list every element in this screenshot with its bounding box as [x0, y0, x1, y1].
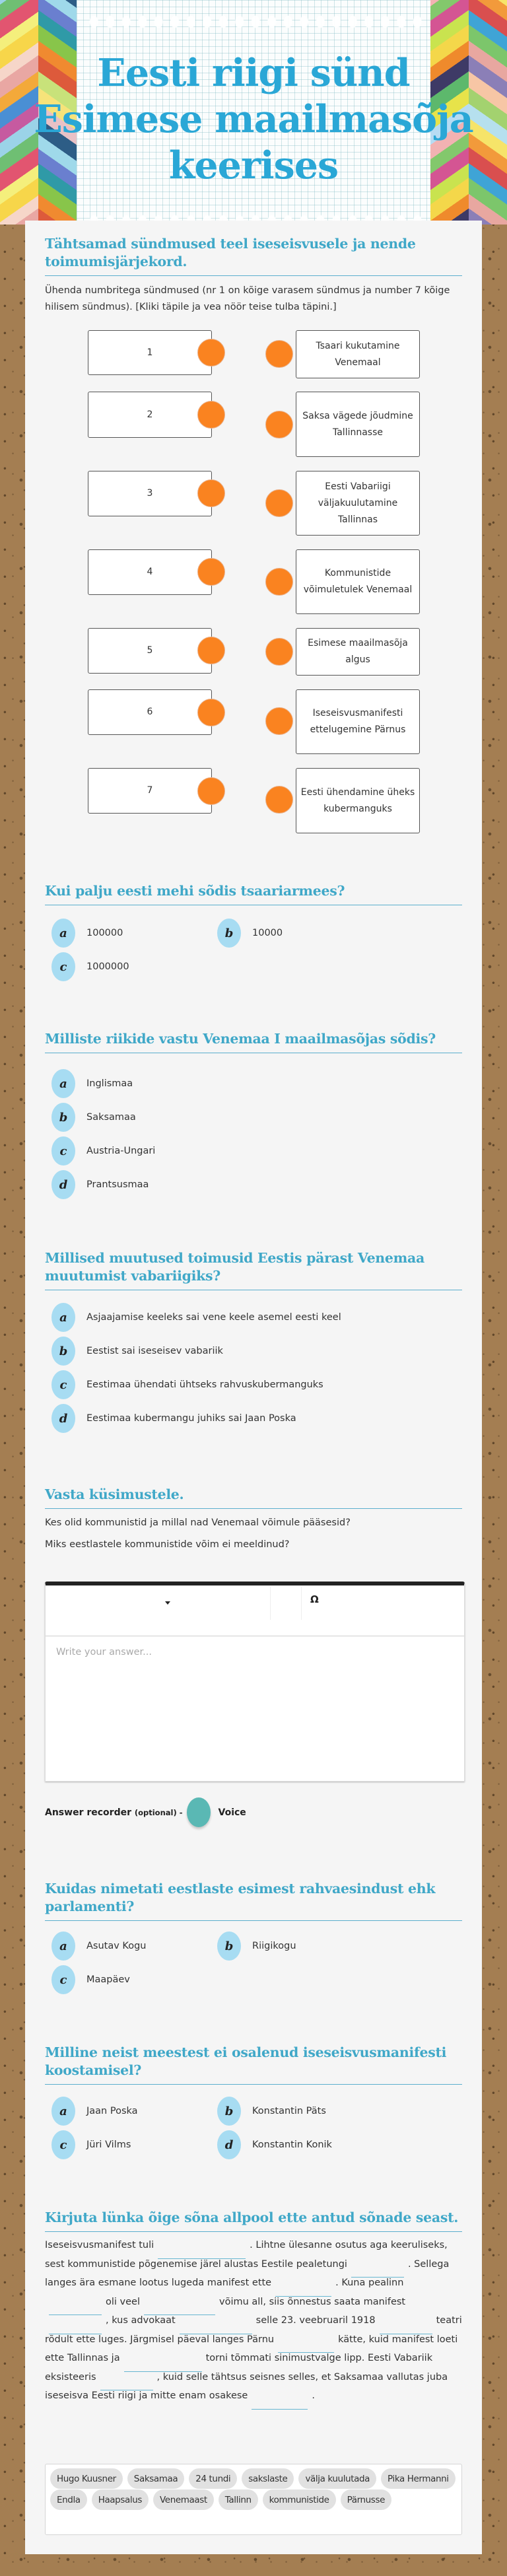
- question-title: Milliste riikide vastu Venemaa I maailmasõjas sõdis?: [45, 1030, 462, 1053]
- option-a[interactable]: [45, 1069, 133, 1098]
- match-left-dot[interactable]: [197, 479, 225, 507]
- option-letter-d: d: [217, 2130, 241, 2159]
- option-b[interactable]: [45, 1337, 223, 1366]
- option-a[interactable]: [45, 1932, 146, 1961]
- option-letter-a: a: [51, 919, 75, 948]
- word-chip[interactable]: kommunistide: [263, 2489, 336, 2510]
- match-right-item: [296, 768, 420, 833]
- recorder-label-text: Answer recorder: [45, 1807, 131, 1818]
- question-line-1: Kes olid kommunistid ja millal nad Venemaal võimule pääsesid?: [45, 1517, 351, 1528]
- question-title: Millised muutused toimusid Eestis pärast Venemaa muutumist vabariigiks?: [45, 1249, 462, 1290]
- question-line-2: Miks eestlastele kommunistide võim ei meeldinud?: [45, 1539, 290, 1550]
- cloze-question: [45, 2209, 462, 2406]
- title-line-2: Esimese maailmasõja: [34, 97, 473, 141]
- option-label: Eestimaa kubermangu juhiks sai Jaan Poska: [86, 1413, 296, 1424]
- option-d[interactable]: [211, 2130, 332, 2159]
- cloze-segment: . Kuna pealinn: [335, 2278, 404, 2288]
- title-line-3: keerises: [168, 143, 339, 188]
- match-right-item: [296, 628, 420, 676]
- word-bank: [45, 2464, 462, 2535]
- match-right-dot[interactable]: [265, 340, 293, 368]
- header-banner: [0, 0, 507, 225]
- match-left-dot[interactable]: [197, 699, 225, 726]
- match-left-dot[interactable]: [197, 339, 225, 366]
- option-letter-c: c: [51, 1136, 75, 1166]
- recorder-label: [45, 1807, 183, 1818]
- cloze-segment: kätte, kuid manifest loeti ette Tallinnas ja: [45, 2334, 458, 2363]
- voice-label: Voice: [218, 1807, 246, 1818]
- cloze-segment: torni tõmmati sinimustvalge lipp. Eesti Vabariik eksisteeris: [45, 2353, 433, 2383]
- match-left-label: 6: [147, 707, 153, 717]
- blank-input[interactable]: [351, 2260, 404, 2278]
- option-label: Jüri Vilms: [86, 2140, 131, 2150]
- option-b[interactable]: [45, 1103, 136, 1132]
- format-dropdown[interactable]: [46, 1585, 270, 1620]
- question-manifest-koostajad: [45, 2044, 462, 2085]
- question-title: Kui palju eesti mehi sõdis tsaariarmees?: [45, 882, 462, 905]
- option-label: 10000: [252, 928, 283, 938]
- question-venemaa-vastased: [45, 1030, 462, 1053]
- blank-input[interactable]: [124, 2355, 202, 2372]
- blank-input[interactable]: [100, 2373, 153, 2390]
- cloze-text: [45, 2236, 462, 2406]
- match-left-item: [88, 689, 212, 735]
- match-right-item: [296, 549, 420, 614]
- match-left-item: [88, 549, 212, 595]
- question-title: Tähtsamad sündmused teel iseseisvusele ja nende toimumisjärjekord.: [45, 235, 462, 276]
- blank-input[interactable]: [158, 2242, 246, 2259]
- page-title: [0, 50, 507, 189]
- option-letter-b: b: [217, 2097, 241, 2126]
- word-chip[interactable]: 24 tundi: [189, 2468, 237, 2489]
- cloze-segment: . Sellega langes ära esmane lootus lugeda manifest ette: [45, 2258, 450, 2288]
- toolbar-divider: [301, 1587, 302, 1620]
- word-chip[interactable]: Haapsalus: [92, 2489, 149, 2510]
- question-rahvaesindus: [45, 1880, 462, 1921]
- match-left-item: [88, 628, 212, 674]
- match-left-dot[interactable]: [197, 637, 225, 664]
- title-line-1: Eesti riigi sünd: [97, 51, 410, 95]
- match-right-item: [296, 330, 420, 378]
- match-right-dot[interactable]: [265, 707, 293, 735]
- match-right-label: Iseseisvusmanifesti ettelugemine Pärnus: [310, 708, 406, 735]
- cloze-segment: , kuid selle tähtsus seisnes selles, et Saksamaa vallutas juba iseseisva Eesti riigi ja mitte enam osakese: [45, 2371, 448, 2401]
- match-right-dot[interactable]: [265, 411, 293, 438]
- option-letter-b: b: [51, 1337, 75, 1366]
- match-right-label: Saksa vägede jõudmine Tallinnasse: [302, 410, 413, 438]
- match-left-label: 3: [147, 488, 153, 499]
- word-chip[interactable]: Hugo Kuusner: [50, 2468, 123, 2489]
- match-left-dot[interactable]: [197, 777, 225, 805]
- record-button[interactable]: [187, 1797, 211, 1827]
- blank-input[interactable]: [180, 2317, 252, 2334]
- option-d[interactable]: [45, 1404, 296, 1433]
- option-letter-d: d: [51, 1404, 75, 1433]
- matching-instructions: Ühenda numbritega sündmused (nr 1 on kõige varasem sündmus ja number 7 kõige hilisem sündmus). [Kliki täpile ja vea nöör teise tulba täpini.]: [45, 285, 450, 312]
- match-right-dot[interactable]: [265, 638, 293, 666]
- option-a[interactable]: [45, 2097, 138, 2126]
- cloze-segment: võimu all, siis õnnestus saata manifest: [219, 2296, 406, 2307]
- question-muutused: [45, 1249, 462, 1290]
- cloze-segment: , kus advokaat: [106, 2315, 176, 2326]
- special-character-icon[interactable]: Ω: [310, 1593, 319, 1605]
- blank-input[interactable]: [278, 2336, 334, 2353]
- answer-editor: [45, 1582, 465, 1782]
- option-label: Prantsusmaa: [86, 1179, 149, 1190]
- match-left-item: [88, 330, 212, 375]
- question-title: Kirjuta lünka õige sõna allpool ette antud sõnade seast.: [45, 2209, 462, 2232]
- option-label: 1000000: [86, 961, 129, 972]
- option-label: Eestist sai iseseisev vabariik: [86, 1346, 223, 1356]
- option-b[interactable]: [211, 2097, 326, 2126]
- option-label: Inglismaa: [86, 1078, 133, 1089]
- cloze-segment: oli veel: [106, 2296, 140, 2307]
- blank-input[interactable]: [49, 2317, 102, 2334]
- blank-input[interactable]: [49, 2298, 102, 2315]
- option-b[interactable]: [211, 1932, 296, 1961]
- answer-textarea[interactable]: [46, 1638, 464, 1780]
- option-letter-c: c: [51, 1370, 75, 1399]
- blank-input[interactable]: [380, 2317, 432, 2334]
- match-left-label: 7: [147, 785, 153, 796]
- option-letter-b: b: [217, 919, 241, 948]
- question-title: Kuidas nimetati eestlaste esimest rahvaesindust ehk parlamenti?: [45, 1880, 462, 1921]
- option-c[interactable]: [45, 1370, 323, 1399]
- match-left-label: 4: [147, 567, 153, 577]
- word-chip[interactable]: Tallinn: [219, 2489, 258, 2510]
- option-c[interactable]: [45, 952, 129, 981]
- matching-question: [45, 235, 462, 316]
- option-letter-d: d: [51, 1170, 75, 1199]
- option-label: Riigikogu: [252, 1941, 296, 1951]
- match-right-dot[interactable]: [265, 489, 293, 517]
- option-letter-b: b: [51, 1103, 75, 1132]
- cloze-segment: selle 23. veebruaril 1918: [255, 2315, 376, 2326]
- toolbar-divider: [270, 1587, 271, 1620]
- option-a[interactable]: [45, 1303, 341, 1332]
- blank-input[interactable]: [252, 2392, 308, 2410]
- option-letter-c: c: [51, 2130, 75, 2159]
- match-right-item: [296, 689, 420, 754]
- worksheet-card: [25, 221, 482, 2554]
- option-label: 100000: [86, 928, 123, 938]
- match-right-dot[interactable]: [265, 568, 293, 596]
- option-label: Asjaajamise keeleks sai vene keele asemel eesti keel: [86, 1312, 341, 1323]
- question-title: Milline neist meestest ei osalenud iseseisvusmanifesti koostamisel?: [45, 2044, 462, 2085]
- match-left-dot[interactable]: [197, 401, 225, 429]
- option-label: Saksamaa: [86, 1112, 136, 1123]
- match-right-label: Kommunistide võimuletulek Venemaal: [303, 568, 413, 595]
- match-left-label: 2: [147, 409, 153, 420]
- match-right-item: [296, 392, 420, 457]
- option-c[interactable]: [45, 1136, 155, 1166]
- match-right-item: [296, 471, 420, 536]
- option-letter-a: a: [51, 2097, 75, 2126]
- match-left-item: [88, 768, 212, 814]
- option-letter-a: a: [51, 1069, 75, 1098]
- cloze-segment: . Lihtne ülesanne osutus aga keeruliseks, sest kommunistide põgenemise järel alustas Eestile pealetungi: [45, 2240, 448, 2270]
- match-left-item: [88, 471, 212, 516]
- option-label: Konstantin Konik: [252, 2140, 332, 2150]
- editor-toolbar: [46, 1585, 464, 1636]
- match-right-label: Esimese maailmasõja algus: [308, 638, 408, 665]
- match-left-dot[interactable]: [197, 558, 225, 586]
- option-label: Jaan Poska: [86, 2106, 138, 2116]
- cloze-segment: .: [312, 2390, 315, 2401]
- word-chip[interactable]: välja kuulutada: [298, 2468, 376, 2489]
- option-label: Maapäev: [86, 1974, 130, 1985]
- option-letter-c: c: [51, 1965, 75, 1994]
- match-right-label: Eesti Vabariigi väljakuulutamine Tallinnas: [318, 481, 398, 525]
- match-left-label: 5: [147, 645, 153, 656]
- option-a[interactable]: [45, 919, 123, 948]
- word-chip[interactable]: Venemaast: [153, 2489, 214, 2510]
- word-chip[interactable]: sakslaste: [242, 2468, 294, 2489]
- blank-input[interactable]: [275, 2280, 331, 2297]
- word-chip[interactable]: Pärnusse: [341, 2489, 391, 2510]
- option-letter-b: b: [217, 1932, 241, 1961]
- blank-input[interactable]: [144, 2298, 215, 2315]
- option-letter-a: a: [51, 1932, 75, 1961]
- answer-recorder: [45, 1797, 246, 1827]
- caret-down-icon: [165, 1601, 170, 1605]
- option-b[interactable]: [211, 919, 283, 948]
- match-right-label: Tsaari kukutamine Venemaal: [316, 340, 400, 368]
- option-c[interactable]: [45, 2130, 131, 2159]
- option-label: Eestimaa ühendati ühtseks rahvuskubermanguks: [86, 1379, 323, 1390]
- match-right-label: Eesti ühendamine üheks kubermanguks: [300, 786, 415, 814]
- option-c[interactable]: [45, 1965, 130, 1994]
- option-label: Konstantin Päts: [252, 2106, 326, 2116]
- match-left-item: [88, 392, 212, 438]
- question-title: Vasta küsimustele.: [45, 1486, 462, 1509]
- question-open-answer: [45, 1486, 462, 1553]
- word-chip[interactable]: Saksamaa: [127, 2468, 184, 2489]
- cloze-segment: Iseseisvusmanifest tuli: [45, 2240, 154, 2250]
- option-label: Asutav Kogu: [86, 1941, 147, 1951]
- match-right-dot[interactable]: [265, 786, 293, 814]
- question-tsaariarmee: [45, 882, 462, 905]
- word-chip[interactable]: Endla: [50, 2489, 87, 2510]
- cloze-segment: teatri rõdult ette luges. Järgmisel päeval langes Pärnu: [45, 2315, 462, 2345]
- word-chip[interactable]: Pika Hermanni: [381, 2468, 456, 2489]
- option-letter-c: c: [51, 952, 75, 981]
- option-label: Austria-Ungari: [86, 1146, 156, 1156]
- option-letter-a: a: [51, 1303, 75, 1332]
- recorder-optional-text: (optional) -: [134, 1807, 183, 1817]
- option-d[interactable]: [45, 1170, 149, 1199]
- notebook-holes-top: [86, 15, 422, 29]
- match-left-label: 1: [147, 347, 153, 358]
